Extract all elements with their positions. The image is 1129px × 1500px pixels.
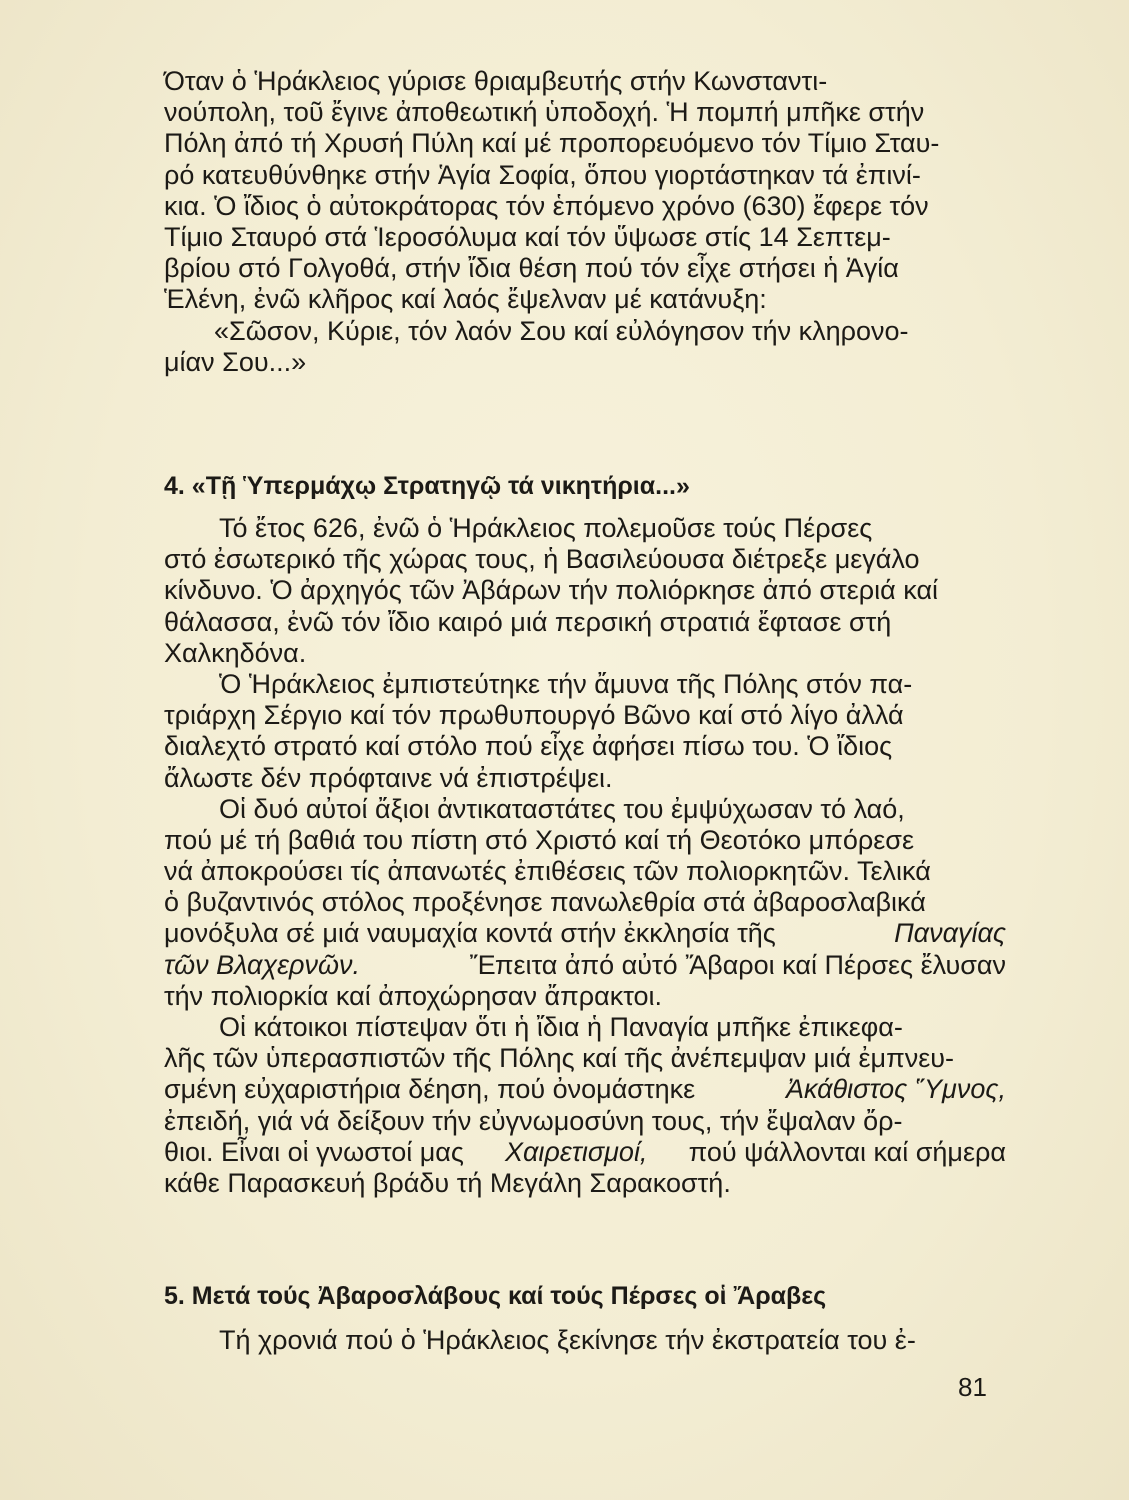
text-line: νούπολη, τοῦ ἔγινε ἀποθεωτική ὑποδοχή. Ἡ πομπή μπῆκε στήν <box>164 97 925 128</box>
text-line <box>164 1074 1006 1105</box>
text-line: Τό ἔτος 626, ἐνῶ ὁ Ἡράκλειος πολεμοῦσε τούς Πέρσες <box>219 513 873 543</box>
text-line: ἐπειδή, γιά νά δείξουν τήν εὐγνωμοσύνη τους, τήν ἔψαλαν ὄρ- <box>164 1105 903 1136</box>
text-line: τριάρχη Σέργιο καί τόν πρωθυπουργό Βῶνο καί στό λίγο ἀλλά <box>164 700 904 731</box>
text-line: Οἱ δυό αὐτοί ἄξιοι ἀντικαταστάτες του ἐμψύχωσαν τό λαό, <box>219 793 905 824</box>
text-span: Ἔπειτα ἀπό αὐτό Ἄβαροι καί Πέρσες ἔλυσαν <box>469 949 1006 980</box>
text-line: Οἱ κάτοικοι πίστεψαν ὅτι ἡ ἴδια ἡ Παναγία μπῆκε ἐπικεφα- <box>219 1012 903 1042</box>
text-line: Ὁ Ἡράκλειος ἐμπιστεύτηκε τήν ἄμυνα τῆς Πόλης στόν πα- <box>219 668 913 699</box>
text-line <box>164 918 1006 949</box>
text-line: θάλασσα, ἐνῶ τόν ἴδιο καιρό μιά περσική στρατιά ἔφτασε στή <box>164 606 892 637</box>
text-line: Τίμιο Σταυρό στά Ἱεροσόλυμα καί τόν ὕψωσε στίς 14 Σεπτεμ- <box>164 221 891 252</box>
section-heading-5: 5. Μετά τούς Ἀβαροσλάβους καί τούς Πέρσες οἱ Ἄραβες <box>164 1282 827 1310</box>
text-line: κίνδυνο. Ὁ ἀρχηγός τῶν Ἀβάρων τήν πολιόρκησε ἀπό στεριά καί <box>164 575 939 606</box>
text-line: Όταν ὁ Ἡράκλειος γύρισε θριαμβευτής στήν Κωνσταντι- <box>164 66 828 96</box>
text-line: ἄλωστε δέν πρόφταινε νά ἐπιστρέψει. <box>164 762 613 793</box>
text-line <box>164 950 1006 981</box>
text-line: ρό κατευθύνθηκε στήν Ἁγία Σοφία, ὅπου γιορτάστηκαν τά ἐπινί- <box>164 159 921 190</box>
text-line: κια. Ὁ ἴδιος ὁ αὐτοκράτορας τόν ἑπόμενο χρόνο (630) ἔφερε τόν <box>164 190 929 221</box>
text-line: Χαλκηδόνα. <box>164 637 307 668</box>
text-line: λῆς τῶν ὑπερασπιστῶν τῆς Πόλης καί τῆς ἀνέπεμψαν μιά ἐμπνευ- <box>164 1043 954 1074</box>
text-line: κάθε Παρασκευή βράδυ τή Μεγάλη Σαρακοστή. <box>164 1167 731 1198</box>
text-line: στό ἐσωτερικό τῆς χώρας τους, ἡ Βασιλεύουσα διέτρεξε μεγάλο <box>164 544 920 575</box>
text-line: Ἑλένη, ἐνῶ κλῆρος καί λαός ἔψελναν μέ κατάνυξη: <box>164 284 767 315</box>
quote-line: «Σῶσον, Κύριε, τόν λαόν Σου καί εὐλόγησον τήν κληρονο- <box>214 315 909 346</box>
italic-term: Χαιρετισμοί, <box>505 1136 648 1167</box>
text-line: Πόλη ἀπό τή Χρυσή Πύλη καί μέ προπορευόμενο τόν Τίμιο Σταυ- <box>164 128 940 159</box>
paragraph-heraclius-return <box>164 66 1006 378</box>
italic-term: Παναγίας <box>894 918 1006 949</box>
section-5-body <box>164 1325 1006 1356</box>
page-number: 81 <box>958 1372 987 1402</box>
text-line: Τή χρονιά πού ὁ Ἡράκλειος ξεκίνησε τήν ἐκστρατεία του ἐ- <box>219 1325 916 1355</box>
quote-line: μίαν Σου...» <box>164 346 307 377</box>
text-line: νά ἀποκρούσει τίς ἀπανωτές ἐπιθέσεις τῶν πολιορκητῶν. Τελικά <box>164 856 931 887</box>
text-line: διαλεχτό στρατό καί στόλο πού εἶχε ἀφήσει πίσω του. Ὁ ἴδιος <box>164 731 893 762</box>
text-span: σμένη εὐχαριστήρια δέηση, πού ὀνομάστηκε <box>164 1074 696 1105</box>
section-heading-4: 4. «Τῇ Ὑπερμάχῳ Στρατηγῷ τά νικητήρια...» <box>164 472 690 500</box>
section-4-body <box>164 513 1006 1199</box>
text-span: μονόξυλα σέ μιά ναυμαχία κοντά στήν ἐκκλησία τῆς <box>164 918 776 949</box>
text-line <box>164 1137 1006 1168</box>
text-line: βρίου στό Γολγοθά, στήν ἴδια θέση πού τόν εἶχε στήσει ἡ Ἁγία <box>164 253 899 284</box>
text-line: τήν πολιορκία καί ἀποχώρησαν ἄπρακτοι. <box>164 980 663 1011</box>
italic-term: τῶν Βλαχερνῶν. <box>164 949 361 980</box>
italic-term: Ἀκάθιστος Ὕμνος, <box>785 1074 1006 1105</box>
text-span: θιοι. Εἶναι οἱ γνωστοί μας <box>164 1136 464 1167</box>
text-line: πού μέ τή βαθιά του πίστη στό Χριστό καί τή Θεοτόκο μπόρεσε <box>164 824 914 855</box>
text-line: ὁ βυζαντινός στόλος προξένησε πανωλεθρία στά ἀβαροσλαβικά <box>164 887 926 918</box>
text-span: πού ψάλλονται καί σήμερα <box>688 1136 1006 1167</box>
